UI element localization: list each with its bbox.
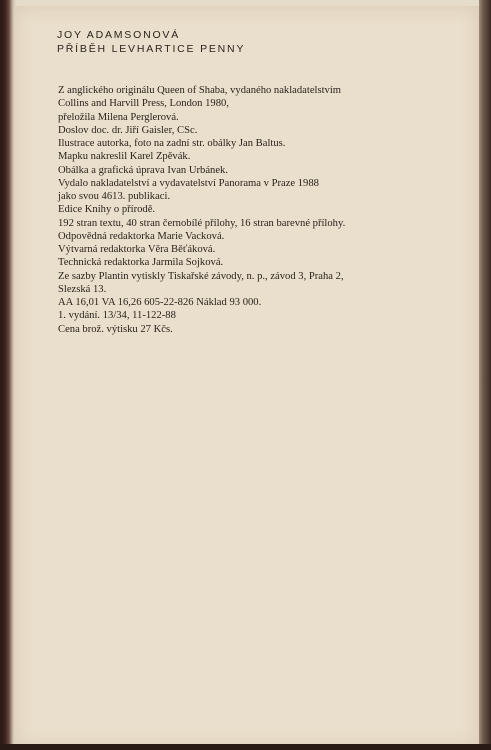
- imprint-line: Slezská 13.: [58, 283, 107, 295]
- author-name: JOY ADAMSONOVÁ: [57, 29, 181, 41]
- imprint-line: 1. vydání. 13/34, 11-122-88: [58, 310, 176, 322]
- imprint-line: 192 stran textu, 40 stran černobílé přílohy, 16 stran barevné přílohy.: [58, 217, 346, 229]
- imprint-line: přeložila Milena Perglerová.: [58, 111, 179, 123]
- imprint-line: Technická redaktorka Jarmila Sojková.: [58, 257, 224, 269]
- imprint-line: AA 16,01 VA 16,26 605-22-826 Náklad 93 000.: [58, 297, 262, 308]
- imprint-line: Ze sazby Plantin vytiskly Tiskařské závody, n. p., závod 3, Praha 2,: [58, 270, 344, 282]
- imprint-line: Cena brož. výtisku 27 Kčs.: [58, 323, 173, 335]
- book-header: [57, 28, 245, 56]
- imprint-line: Mapku nakreslil Karel Zpěvák.: [58, 151, 191, 163]
- imprint-line: Collins and Harvill Press, London 1980,: [58, 98, 229, 110]
- page-edge-right: [479, 0, 491, 750]
- imprint-line: Z anglického originálu Queen of Shaba, vydaného nakladatelstvím: [58, 85, 342, 96]
- imprint-line: Ilustrace autorka, foto na zadní str. obálky Jan Baltus.: [58, 138, 286, 149]
- imprint-line: Vydalo nakladatelství a vydavatelství Panorama v Praze 1988: [58, 177, 319, 189]
- imprint-line: Výtvarná redaktorka Věra Běťáková.: [58, 244, 216, 255]
- imprint-block: [58, 84, 438, 336]
- page-edge-bottom: [0, 744, 491, 750]
- imprint-line: Odpovědná redaktorka Marie Vacková.: [58, 230, 225, 242]
- imprint-line: jako svou 4613. publikaci.: [58, 191, 171, 202]
- book-title: PŘÍBĚH LEVHARTICE PENNY: [57, 43, 246, 55]
- imprint-line: Obálka a grafická úprava Ivan Urbánek.: [58, 164, 229, 176]
- imprint-line: Doslov doc. dr. Jiří Gaisler, CSc.: [58, 124, 198, 136]
- imprint-line: Edice Knihy o přírodě.: [58, 204, 156, 216]
